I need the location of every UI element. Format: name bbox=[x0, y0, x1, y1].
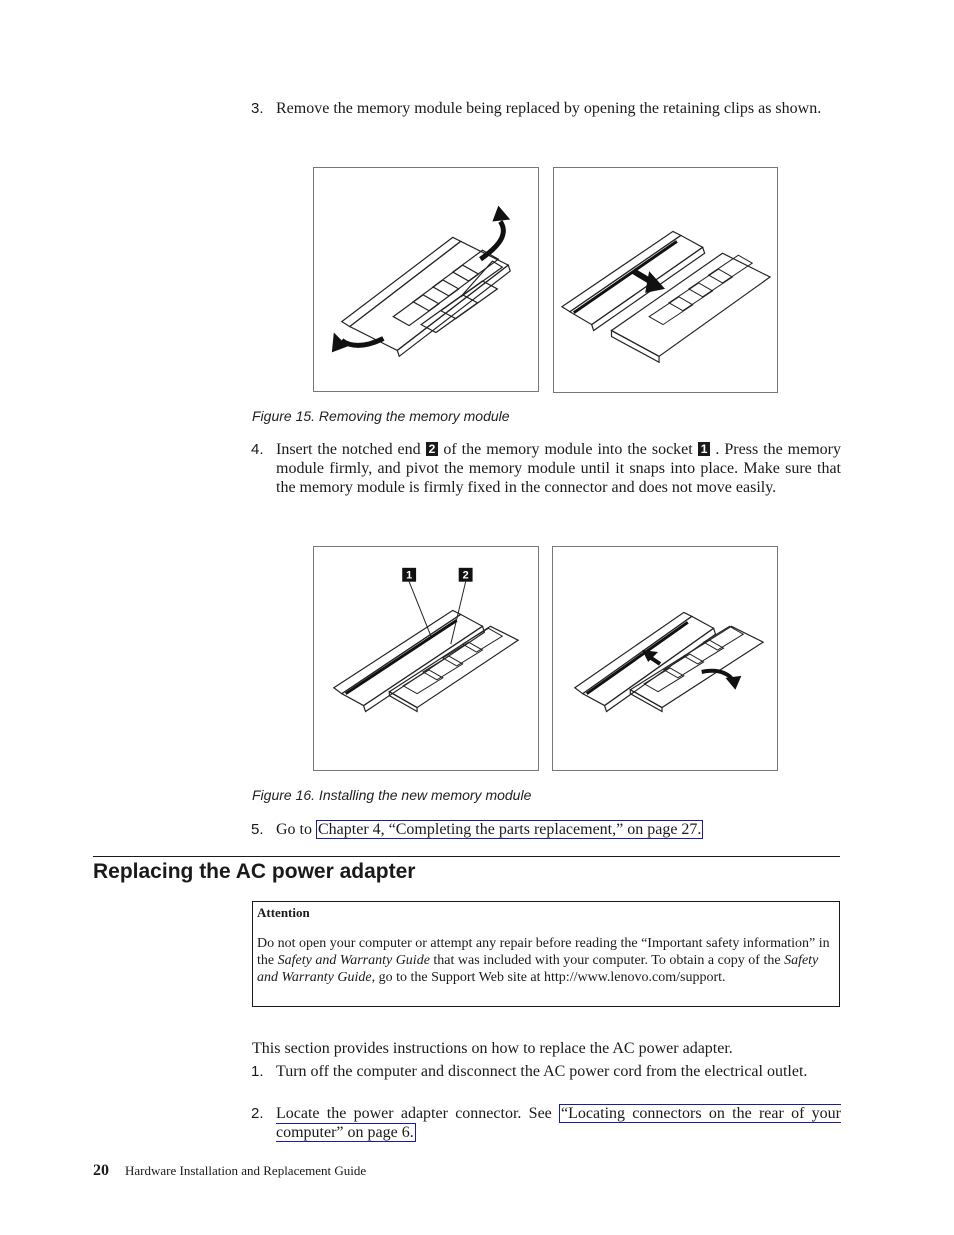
attention-body: Do not open your computer or attempt any repair before reading the “Important safety information” in the Safety and Warranty Guide that was included with your computer. To obtain a copy of the Safety and Warranty Guide, go to the Support Web site at http://www.lenovo.com/support. bbox=[257, 936, 830, 985]
memory-module-clips-open-drawing bbox=[314, 168, 538, 391]
callout-2-label: 2 bbox=[462, 569, 469, 582]
step-text-part: Insert the notched end bbox=[276, 441, 421, 458]
callout-1-label: 1 bbox=[406, 569, 413, 582]
step-text: Remove the memory module being replaced by opening the retaining clips as shown. bbox=[276, 100, 822, 117]
step-text-part: Locate the power adapter connector. See bbox=[276, 1105, 560, 1122]
step-3 bbox=[251, 99, 841, 118]
memory-module-insert-drawing bbox=[314, 547, 538, 770]
page-number: 20 bbox=[93, 1162, 109, 1179]
step-text: Turn off the computer and disconnect the AC power cord from the electrical outlet. bbox=[276, 1063, 808, 1080]
figure-16-caption: Figure 16. Installing the new memory module bbox=[252, 787, 532, 803]
section-intro: This section provides instructions on how to replace the AC power adapter. bbox=[252, 1040, 733, 1057]
callout-2-badge: 2 bbox=[426, 442, 439, 456]
step-text-part: of the memory module into the socket bbox=[443, 441, 693, 458]
page-footer bbox=[93, 1162, 366, 1180]
footer-title: Hardware Installation and Replacement Guide bbox=[125, 1163, 367, 1178]
ac-step-2 bbox=[251, 1104, 841, 1142]
attention-title: Attention bbox=[257, 905, 310, 920]
step-number: 4. bbox=[251, 441, 264, 458]
figure-15-left-illustration bbox=[313, 167, 539, 392]
section-title: Replacing the AC power adapter bbox=[93, 860, 416, 883]
step-number: 2. bbox=[251, 1105, 264, 1122]
locating-connectors-link[interactable]: “Locating connectors on the rear of your computer” on page 6. bbox=[276, 1105, 841, 1141]
section-divider bbox=[93, 856, 840, 857]
step-number: 3. bbox=[251, 100, 264, 117]
figure-15-right-illustration bbox=[553, 167, 778, 393]
step-4 bbox=[251, 440, 841, 497]
chapter-4-link[interactable]: Chapter 4, “Completing the parts replacement,” on page 27. bbox=[318, 821, 702, 838]
step-text-part: . Press the memory module firmly, and pivot the memory module until it snaps into place. Make sure that the memory module is firmly fixed in the connector and does not move easily. bbox=[276, 441, 842, 496]
step-text-part: Go to bbox=[276, 821, 312, 838]
attention-notice bbox=[252, 901, 840, 1007]
step-number: 5. bbox=[251, 821, 264, 838]
figure-16-left-illustration bbox=[313, 546, 539, 771]
step-5 bbox=[251, 820, 841, 839]
figure-15-caption: Figure 15. Removing the memory module bbox=[252, 408, 510, 424]
ac-step-1 bbox=[251, 1062, 841, 1081]
memory-module-removed-drawing bbox=[554, 168, 777, 392]
memory-module-pivot-drawing bbox=[553, 547, 777, 770]
figure-16-right-illustration bbox=[552, 546, 778, 771]
callout-1-badge: 1 bbox=[698, 442, 711, 456]
step-number: 1. bbox=[251, 1063, 264, 1080]
